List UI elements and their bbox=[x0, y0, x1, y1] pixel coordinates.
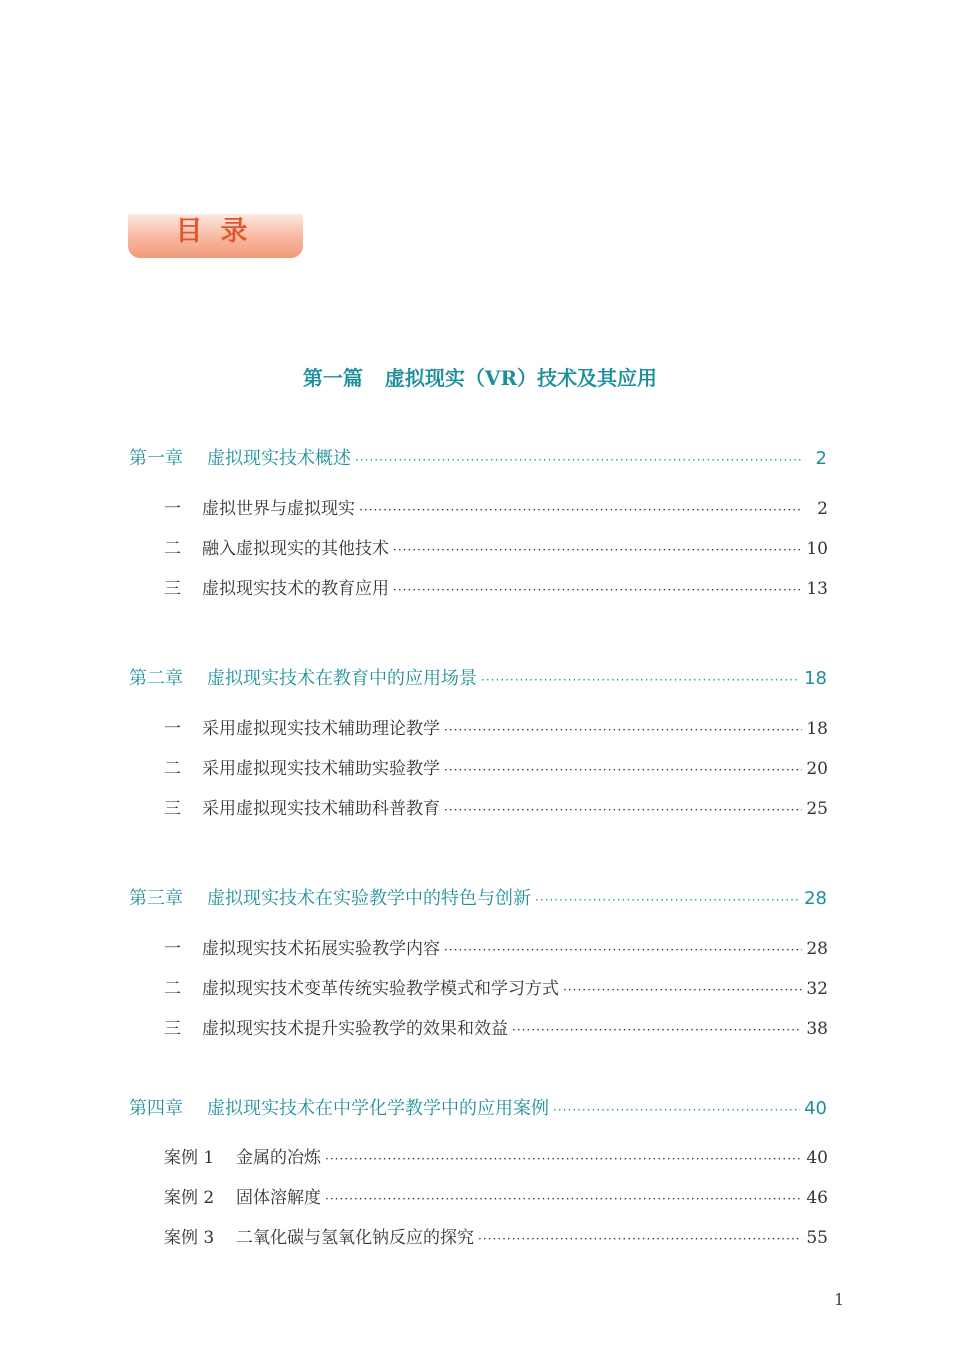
section-page: 13 bbox=[806, 579, 828, 599]
dot-leader bbox=[444, 803, 802, 817]
chapter-page: 2 bbox=[815, 448, 827, 469]
section-title: 采用虚拟现实技术辅助科普教育 bbox=[202, 799, 440, 819]
section-number: 二 bbox=[164, 979, 181, 999]
section-title: 虚拟世界与虚拟现实 bbox=[202, 499, 355, 519]
part-number: 第一篇 bbox=[302, 366, 363, 390]
dot-leader bbox=[325, 1152, 802, 1166]
dot-leader bbox=[481, 673, 800, 687]
toc-section[interactable] bbox=[164, 794, 828, 819]
toc-section[interactable] bbox=[164, 534, 828, 559]
section-title: 虚拟现实技术提升实验教学的效果和效益 bbox=[202, 1019, 508, 1039]
section-title: 虚拟现实技术的教育应用 bbox=[202, 579, 389, 599]
toc-section[interactable] bbox=[164, 714, 828, 739]
toc-section[interactable] bbox=[164, 494, 828, 519]
section-page: 18 bbox=[806, 719, 828, 739]
toc-heading: 目录 bbox=[175, 216, 266, 247]
section-number: 一 bbox=[164, 939, 181, 959]
section-number: 一 bbox=[164, 499, 181, 519]
part-name: 虚拟现实（VR）技术及其应用 bbox=[384, 366, 658, 390]
section-page: 38 bbox=[806, 1019, 828, 1039]
toc-case[interactable] bbox=[164, 1143, 828, 1168]
section-page: 25 bbox=[806, 799, 828, 819]
dot-leader bbox=[444, 763, 802, 777]
toc-chapter-4[interactable] bbox=[129, 1094, 827, 1120]
toc-case[interactable] bbox=[164, 1183, 828, 1208]
section-page: 10 bbox=[806, 539, 828, 559]
dot-leader bbox=[444, 723, 802, 737]
case-title: 二氧化碳与氢氧化钠反应的探究 bbox=[236, 1228, 474, 1248]
dot-leader bbox=[512, 1023, 802, 1037]
chapter-page: 18 bbox=[804, 668, 827, 689]
chapter-page: 40 bbox=[804, 1098, 827, 1119]
section-number: 三 bbox=[164, 799, 181, 819]
toc-section[interactable] bbox=[164, 974, 828, 999]
chapter-title: 虚拟现实技术在中学化学教学中的应用案例 bbox=[207, 1098, 549, 1119]
chapter-number: 第二章 bbox=[129, 668, 183, 689]
case-number: 案例 3 bbox=[164, 1228, 215, 1248]
section-number: 三 bbox=[164, 1019, 181, 1039]
part-title bbox=[0, 362, 960, 391]
toc-heading-badge bbox=[128, 214, 303, 258]
chapter-number: 第三章 bbox=[129, 888, 183, 909]
chapter-page: 28 bbox=[804, 888, 827, 909]
dot-leader bbox=[444, 943, 802, 957]
chapter-title: 虚拟现实技术在实验教学中的特色与创新 bbox=[207, 888, 531, 909]
case-title: 金属的冶炼 bbox=[236, 1148, 321, 1168]
case-page: 46 bbox=[806, 1188, 828, 1208]
dot-leader bbox=[563, 983, 802, 997]
chapter-number: 第一章 bbox=[129, 448, 183, 469]
section-number: 二 bbox=[164, 759, 181, 779]
section-page: 28 bbox=[806, 939, 828, 959]
page-number: 1 bbox=[834, 1290, 845, 1309]
case-page: 40 bbox=[806, 1148, 828, 1168]
case-number: 案例 2 bbox=[164, 1188, 215, 1208]
section-title: 虚拟现实技术拓展实验教学内容 bbox=[202, 939, 440, 959]
case-title: 固体溶解度 bbox=[236, 1188, 321, 1208]
section-title: 虚拟现实技术变革传统实验教学模式和学习方式 bbox=[202, 979, 559, 999]
toc-case[interactable] bbox=[164, 1223, 828, 1248]
section-number: 三 bbox=[164, 579, 181, 599]
case-number: 案例 1 bbox=[164, 1148, 215, 1168]
dot-leader bbox=[359, 503, 802, 517]
toc-section[interactable] bbox=[164, 1014, 828, 1039]
chapter-number: 第四章 bbox=[129, 1098, 183, 1119]
section-number: 二 bbox=[164, 539, 181, 559]
toc-chapter-1[interactable] bbox=[129, 444, 827, 470]
toc-chapter-3[interactable] bbox=[129, 884, 827, 910]
toc-section[interactable] bbox=[164, 754, 828, 779]
case-page: 55 bbox=[806, 1228, 828, 1248]
toc-section[interactable] bbox=[164, 574, 828, 599]
section-title: 采用虚拟现实技术辅助实验教学 bbox=[202, 759, 440, 779]
section-number: 一 bbox=[164, 719, 181, 739]
section-title: 采用虚拟现实技术辅助理论教学 bbox=[202, 719, 440, 739]
dot-leader bbox=[325, 1192, 802, 1206]
section-title: 融入虚拟现实的其他技术 bbox=[202, 539, 389, 559]
section-page: 32 bbox=[806, 979, 828, 999]
toc-chapter-2[interactable] bbox=[129, 664, 827, 690]
dot-leader bbox=[553, 1103, 800, 1117]
dot-leader bbox=[393, 543, 802, 557]
dot-leader bbox=[393, 583, 802, 597]
dot-leader bbox=[355, 453, 801, 467]
chapter-title: 虚拟现实技术概述 bbox=[207, 448, 351, 469]
section-page: 2 bbox=[817, 499, 828, 519]
section-page: 20 bbox=[806, 759, 828, 779]
chapter-title: 虚拟现实技术在教育中的应用场景 bbox=[207, 668, 477, 689]
toc-section[interactable] bbox=[164, 934, 828, 959]
dot-leader bbox=[478, 1232, 802, 1246]
dot-leader bbox=[535, 893, 800, 907]
